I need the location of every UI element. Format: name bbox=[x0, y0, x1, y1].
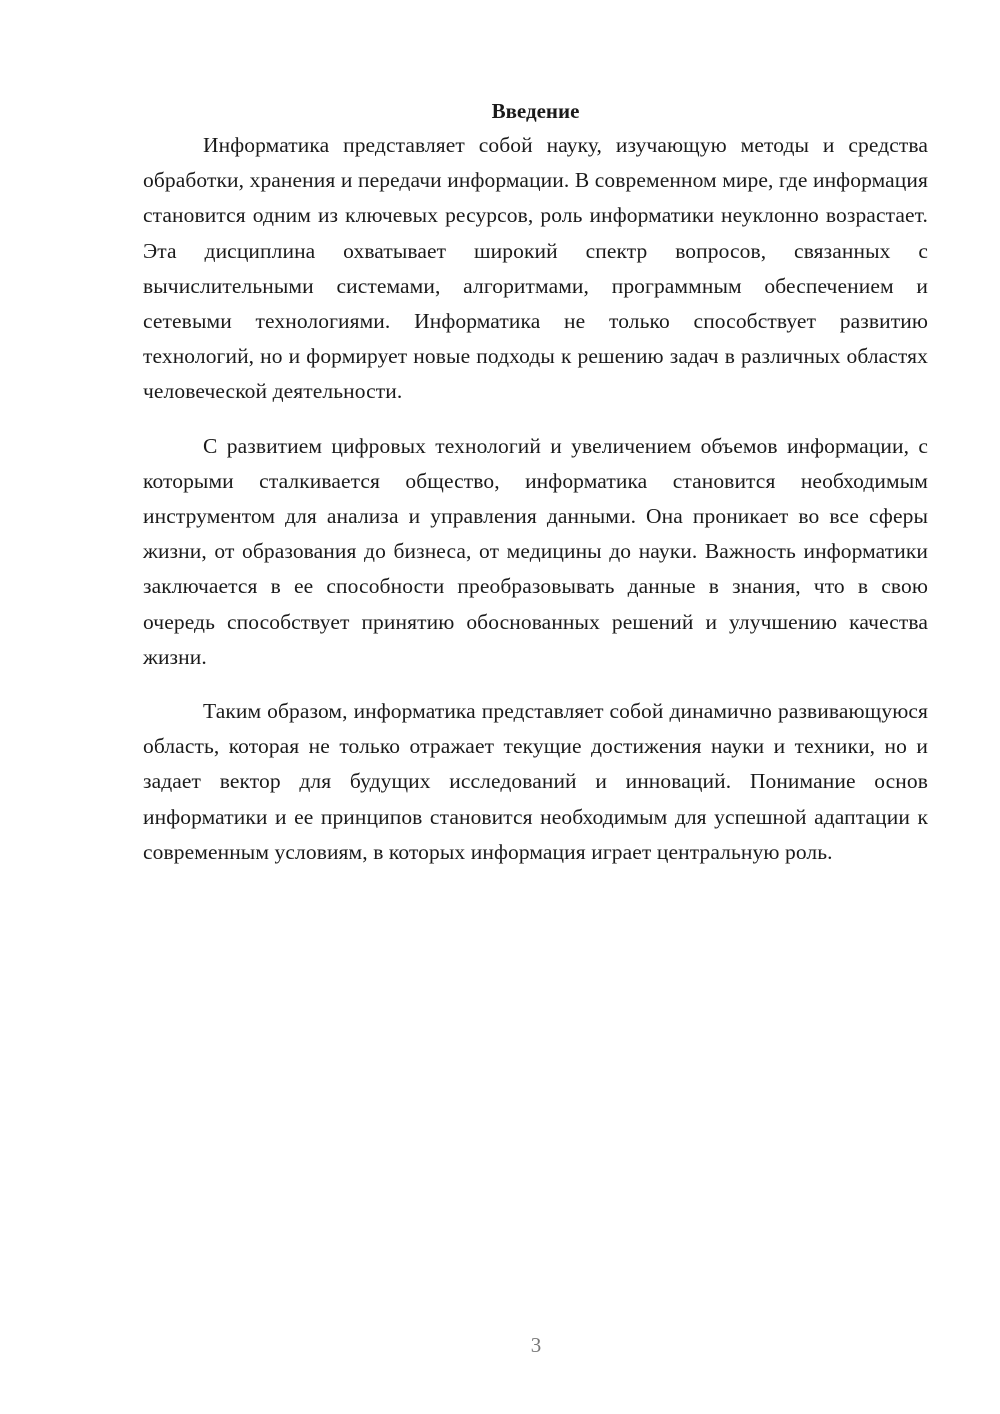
paragraph-3: Таким образом, информатика представляет собой динамично развивающуюся область, которая не только отражает текущие достижения науки и техники, но и задает вектор для будущих исследований и инноваций. Понимание основ информатики и ее принципов становится необходимым для успешной адаптации к современным условиям, в которых информация играет центральную роль. bbox=[143, 699, 928, 864]
page-content bbox=[143, 96, 928, 870]
paragraph-2: С развитием цифровых технологий и увеличением объемов информации, с которыми сталкивается общество, информатика становится необходимым инструментом для анализа и управления данными. Она проникает во все сферы жизни, от образования до бизнеса, от медицины до науки. Важность информатики заключается в ее способности преобразовывать данные в знания, что в свою очередь способствует принятию обоснованных решений и улучшению качества жизни. bbox=[143, 433, 928, 669]
page-number: 3 bbox=[530, 1333, 542, 1357]
section-heading: Введение bbox=[491, 99, 580, 123]
paragraph-1: Информатика представляет собой науку, изучающую методы и средства обработки, хранения и передачи информации. В современном мире, где информация становится одним из ключевых ресурсов, роль информатики неуклонно возрастает. Эта дисциплина охватывает широкий спектр вопросов, связанных с вычислительными системами, алгоритмами, программным обеспечением и сетевыми технологиями. Информатика не только способствует развитию технологий, но и формирует новые подходы к решению задач в различных областях человеческой деятельности. bbox=[143, 133, 928, 404]
